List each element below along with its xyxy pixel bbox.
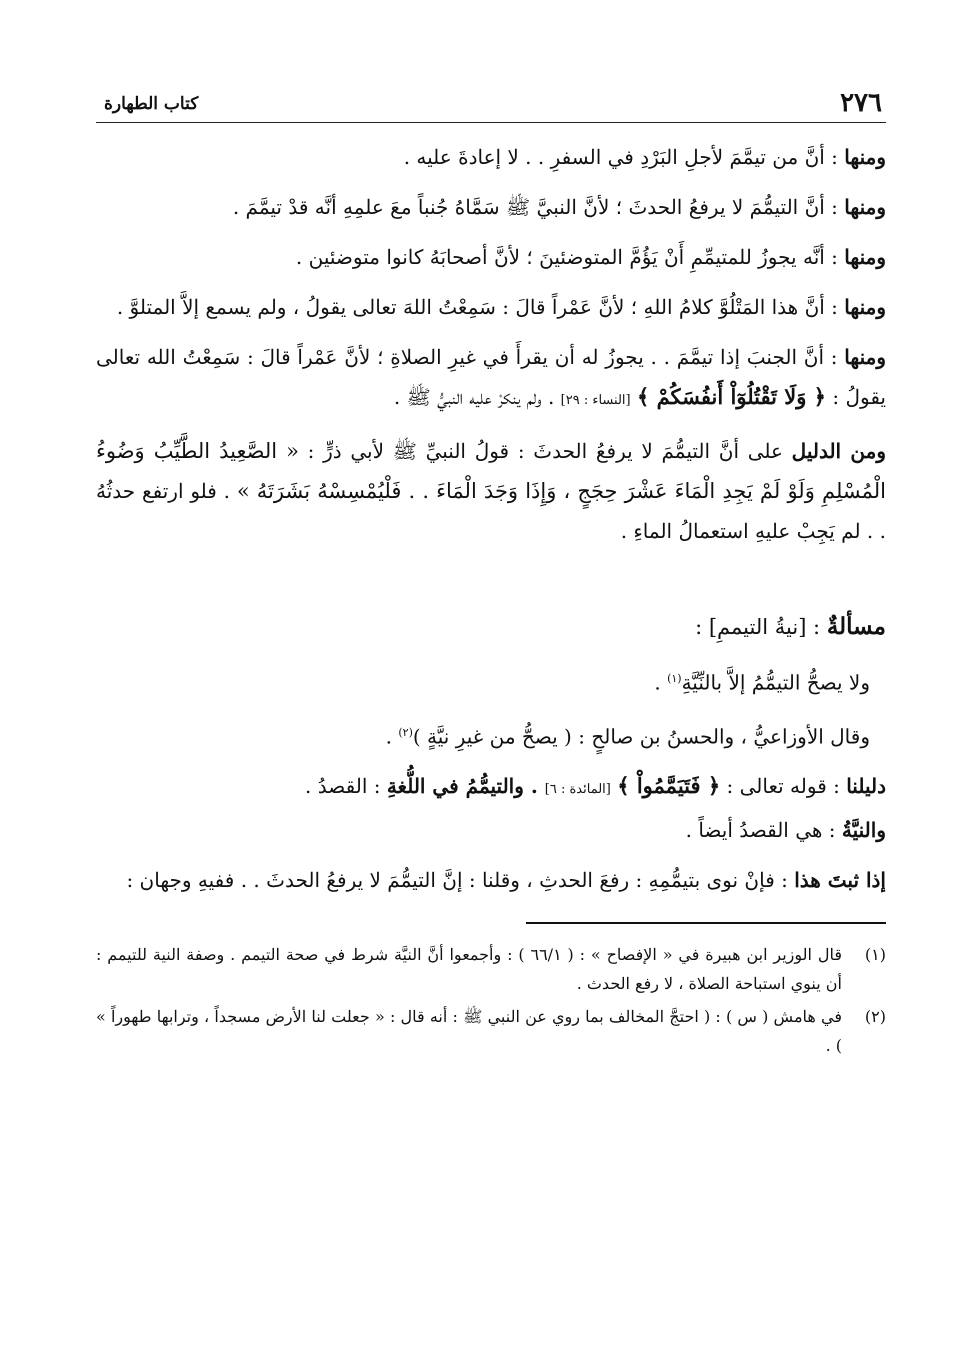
paragraph-6 <box>96 431 886 551</box>
hadith-quote: « الصَّعِيدُ الطَّيِّبُ وَضُوءُ الْمُسْلِمِ وَلَوْ لَمْ يَجِدِ الْمَاءَ عَشْرَ حِجَجٍ ، وَإِذَا وَجَدَ الْمَاءَ . . فَلْيُمْسِسْهُ بَشَرَتَهُ » <box>96 439 886 503</box>
paragraph-text-end: . فلو ارتفع حدثُهُ . . لم يَجِبْ عليهِ استعمالُ الماءِ . <box>96 479 886 543</box>
paragraph-lead: ومنها <box>844 195 886 219</box>
evidence-text: : قوله تعالى : <box>720 774 847 799</box>
quran-verse: ﴿ وَلَا تَقْتُلُوٓاْ أَنفُسَكُمْ ﴾ <box>636 384 826 409</box>
paragraph-lead: ومنها <box>844 295 886 319</box>
masala-line-2 <box>96 713 886 757</box>
paragraph-3 <box>96 237 886 277</box>
ruling-text-end: . <box>654 670 668 695</box>
evidence-lead: دليلنا <box>846 774 886 799</box>
footnote-ref-2[interactable]: (٢) <box>398 725 413 739</box>
paragraph-text: : أنَّ الجنبَ إذا تيمَّمَ . . يجوزُ له أن يقرأَ في غيرِ الصلاةِ ؛ لأنَّ عَمْراً قالَ : سَمِعْتُ الله تعالى يقولُ : <box>96 345 886 409</box>
paragraph-lead: ومنها <box>844 145 886 169</box>
conditional-paragraph <box>96 860 886 900</box>
masala-label: مسألةٌ <box>826 613 886 640</box>
opposing-view-text: وقال الأوزاعيُّ ، والحسنُ بن صالحٍ : ( يصحُّ من غيرِ نيَّةٍ ) <box>412 724 870 749</box>
footnote-number: (٢) <box>864 1007 886 1027</box>
main-text <box>96 137 886 900</box>
footnote-2 <box>96 1002 886 1060</box>
footnote-text: قال الوزير ابن هبيرة في « الإفصاح » : ( ٦٦/١ ) : وأجمعوا أنَّ النيَّة شرط في صحة التيمم . وصفة النية للتيمم : أن ينوي استباحة الصلاة ، لا رفع الحدث . <box>96 945 843 994</box>
paragraph-2 <box>96 187 886 227</box>
conditional-text: : فإنْ نوى بتيمُّمِهِ : رفعَ الحدثِ ، وقلنا : إنَّ التيمُّمَ لا يرفعُ الحدثَ . . ففيهِ وجهان : <box>126 868 795 893</box>
masala-line-1 <box>96 659 886 703</box>
paragraph-1 <box>96 137 886 177</box>
paragraph-text: : أنَّه يجوزُ للمتيمِّمِ أَنْ يَؤُمَّ المتوضئينَ ؛ لأنَّ أصحابَهُ كانوا متوضئين . <box>295 245 845 269</box>
opposing-view-end: . <box>385 724 399 749</box>
verse-citation: [النساء : ٢٩] <box>560 393 631 408</box>
evidence-paragraph <box>96 766 886 850</box>
paragraph-lead: ومن الدليل <box>791 439 887 463</box>
evidence-text-end: : القصدُ . <box>305 774 387 799</box>
page-number: ٢٧٦ <box>840 88 882 118</box>
ruling-text: ولا يصحُّ التيمُّمُ إلاَّ بالنِّيَّةِ <box>681 670 870 695</box>
quran-verse: ﴿ فَتَيَمَّمُواْ ﴾ <box>617 773 721 799</box>
masala-heading <box>96 605 886 649</box>
paragraph-text: : أنَّ من تيمَّمَ لأجلِ البَرْدِ في السفرِ . . لا إعادةَ عليه . <box>403 145 845 169</box>
footnote-number: (١) <box>864 945 886 965</box>
conditional-lead: إذا ثبتَ هذا <box>794 868 886 893</box>
verse-citation: [المائدة : ٦] <box>544 782 611 798</box>
footnote-ref-1[interactable]: (١) <box>667 672 682 685</box>
paragraph-5 <box>96 337 886 421</box>
footnote-divider <box>526 922 886 924</box>
masala-title: : [نيةُ التيممِ] : <box>695 615 827 639</box>
paragraph-text: على أنَّ التيمُّمَ لا يرفعُ الحدثَ : قولُ النبيِّ ﷺ لأبي ذرٍّ : <box>298 439 792 463</box>
footnote-1 <box>96 940 886 998</box>
book-page <box>96 84 886 1304</box>
footnotes <box>96 940 886 1060</box>
section-gap <box>96 561 886 605</box>
paragraph-lead: ومنها <box>844 245 886 269</box>
page-header <box>96 84 886 123</box>
niyya-text: : هي القصدُ أيضاً . <box>685 818 842 843</box>
paragraph-text-end: . ولم ينكرْ عليه النبيُّ ﷺ . <box>393 385 561 409</box>
running-title: كتاب الطهارة <box>104 94 199 114</box>
niyya-lead: والنيَّةُ <box>841 818 886 843</box>
paragraph-4 <box>96 287 886 327</box>
paragraph-text: : أنَّ هذا المَتْلُوَّ كلامُ اللهِ ؛ لأنَّ عَمْراً قالَ : سَمِعْتُ اللهَ تعالى يقولُ ، ولم يسمع إلاَّ المتلوَّ . <box>116 295 845 319</box>
paragraph-text: : أنَّ التيمُّمَ لا يرفعُ الحدثَ ؛ لأنَّ النبيَّ ﷺ سَمَّاهُ جُنباً معَ علمِهِ أنَّه قدْ تيمَّمَ . <box>232 195 845 219</box>
paragraph-lead: ومنها <box>844 345 886 369</box>
evidence-lead-2: . والتيمُّمُ في اللُّغةِ <box>386 774 545 799</box>
footnote-text: في هامش ( س ) : ( احتجَّ المخالف بما روي عن النبي ﷺ : أنه قال : « جعلت لنا الأرض مسجداً ، وترابها طهوراً » ) . <box>96 1007 842 1056</box>
